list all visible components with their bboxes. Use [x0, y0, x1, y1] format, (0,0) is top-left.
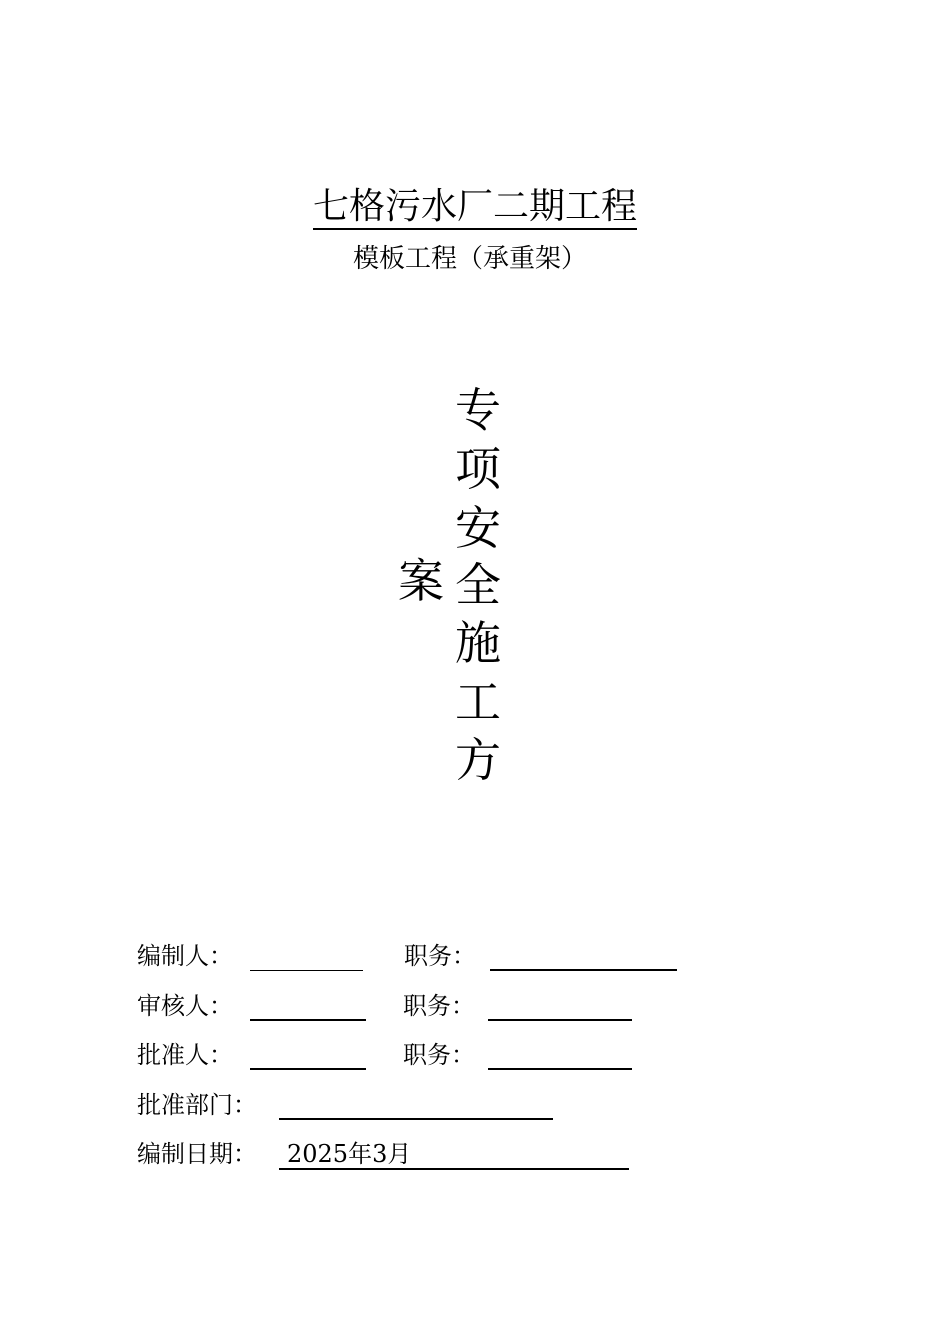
compiler-row [137, 940, 697, 974]
reviewer-position-blank[interactable] [488, 1019, 632, 1021]
compiler-label: 编制人： [137, 942, 233, 970]
compiler-blank[interactable] [250, 970, 363, 971]
plan-title-char: 施 [455, 616, 501, 670]
approver-position-label: 职务： [403, 1041, 475, 1069]
compile-date-value[interactable]: 2025年3月 [279, 1138, 629, 1170]
compile-date-row [137, 1138, 697, 1172]
approval-dept-label: 批准部门： [137, 1091, 257, 1119]
plan-title-char: 工 [455, 675, 501, 729]
approver-row [137, 1039, 697, 1073]
approver-blank[interactable] [250, 1068, 366, 1070]
plan-title-char: 全 [455, 558, 501, 612]
compile-date-label: 编制日期： [137, 1140, 257, 1168]
compiler-position-label: 职务： [404, 942, 476, 970]
approver-position-blank[interactable] [488, 1068, 632, 1070]
approval-dept-blank[interactable] [279, 1118, 553, 1120]
reviewer-blank[interactable] [250, 1019, 366, 1021]
plan-title-char: 方 [455, 733, 501, 787]
approver-label: 批准人： [137, 1041, 233, 1069]
reviewer-row [137, 990, 697, 1024]
plan-title-char: 项 [455, 442, 501, 496]
plan-title-char: 案 [398, 554, 444, 608]
reviewer-label: 审核人： [137, 992, 233, 1020]
plan-title-char: 安 [455, 501, 501, 555]
project-title: 七格污水厂二期工程 [0, 183, 950, 231]
plan-title-char: 专 [455, 383, 501, 437]
compiler-position-blank[interactable] [490, 969, 677, 971]
sub-title: 模板工程（承重架） [352, 244, 587, 274]
reviewer-position-label: 职务： [403, 992, 475, 1020]
approval-dept-row [137, 1089, 697, 1123]
